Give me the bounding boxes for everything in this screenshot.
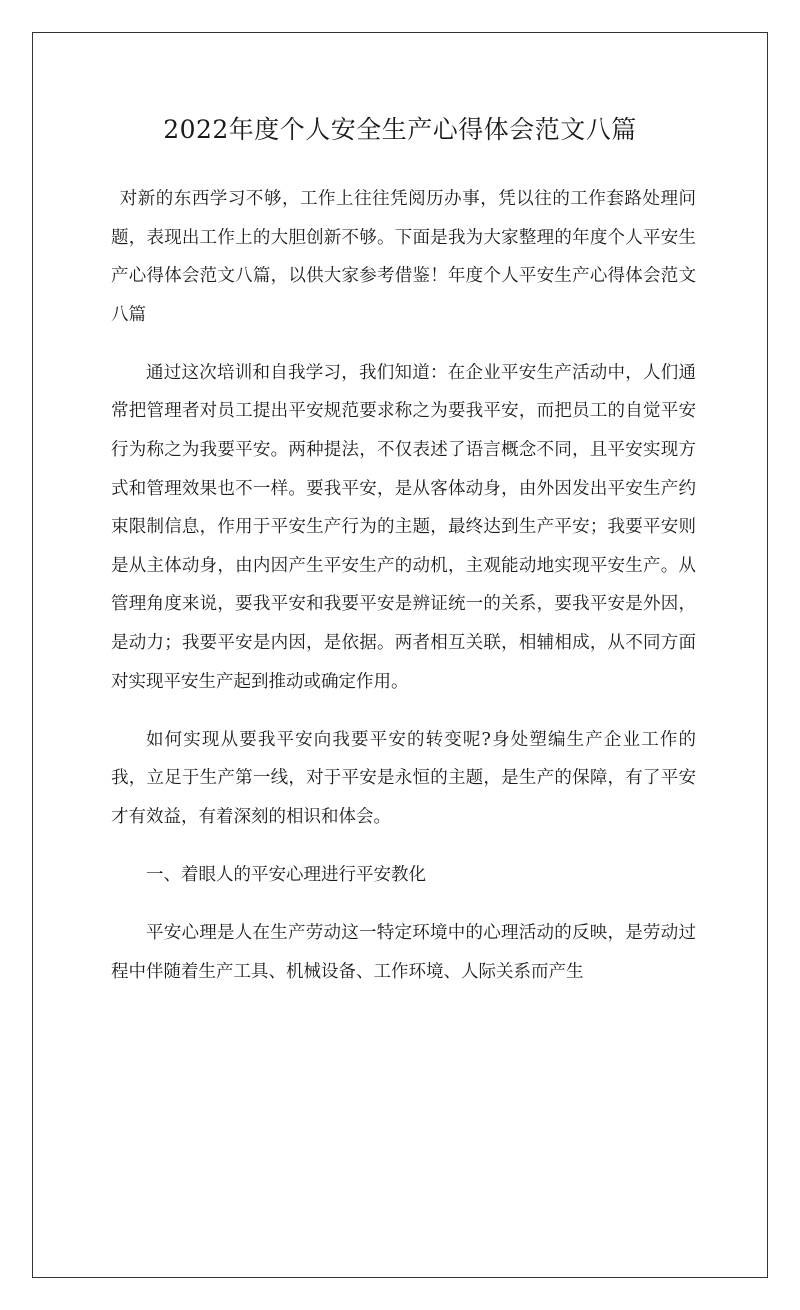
body-paragraph-1: 通过这次培训和自我学习，我们知道：在企业平安生产活动中，人们通常把管理者对员工提出平安规范要求称之为要我平安，而把员工的自觉平安行为称之为我要平安。两种提法，不仅表述了语言概念不同，且平安实现方式和管理效果也不一样。要我平安，是从客体动身，由外因发出平安生产约束限制信息，作用于平安生产行为的主题，最终达到生产平安；我要平安则是从主体动身，由内因产生平安生产的动机，主观能动地实现平安生产。从管理角度来说，要我平安和我要平安是辨证统一的关系，要我平安是外因，是动力；我要平安是内因，是依据。两者相互关联，相辅相成，从不同方面对实现平安生产起到推动或确定作用。 [111, 362, 696, 692]
section-heading: 一、着眼人的平安心理进行平安教化 [146, 865, 426, 885]
document-body [111, 180, 696, 1011]
body-paragraph-3: 平安心理是人在生产劳动这一特定环境中的心理活动的反映，是劳动过程中伴随着生产工具、机械设备、工作环境、人际关系而产生 [111, 923, 696, 982]
intro-paragraph: 对新的东西学习不够，工作上往往凭阅历办事，凭以往的工作套路处理问题，表现出工作上的大胆创新不够。下面是我为大家整理的年度个人平安生产心得体会范文八篇，以供大家参考借鉴！年度个人平安生产心得体会范文八篇 [111, 189, 696, 325]
body-paragraph-2: 如何实现从要我平安向我要平安的转变呢?身处塑编生产企业工作的我，立足于生产第一线，对于平安是永恒的主题，是生产的保障，有了平安才有效益，有着深刻的相识和体会。 [111, 729, 696, 827]
document-title: 2022年度个人安全生产心得体会范文八篇 [163, 115, 637, 144]
